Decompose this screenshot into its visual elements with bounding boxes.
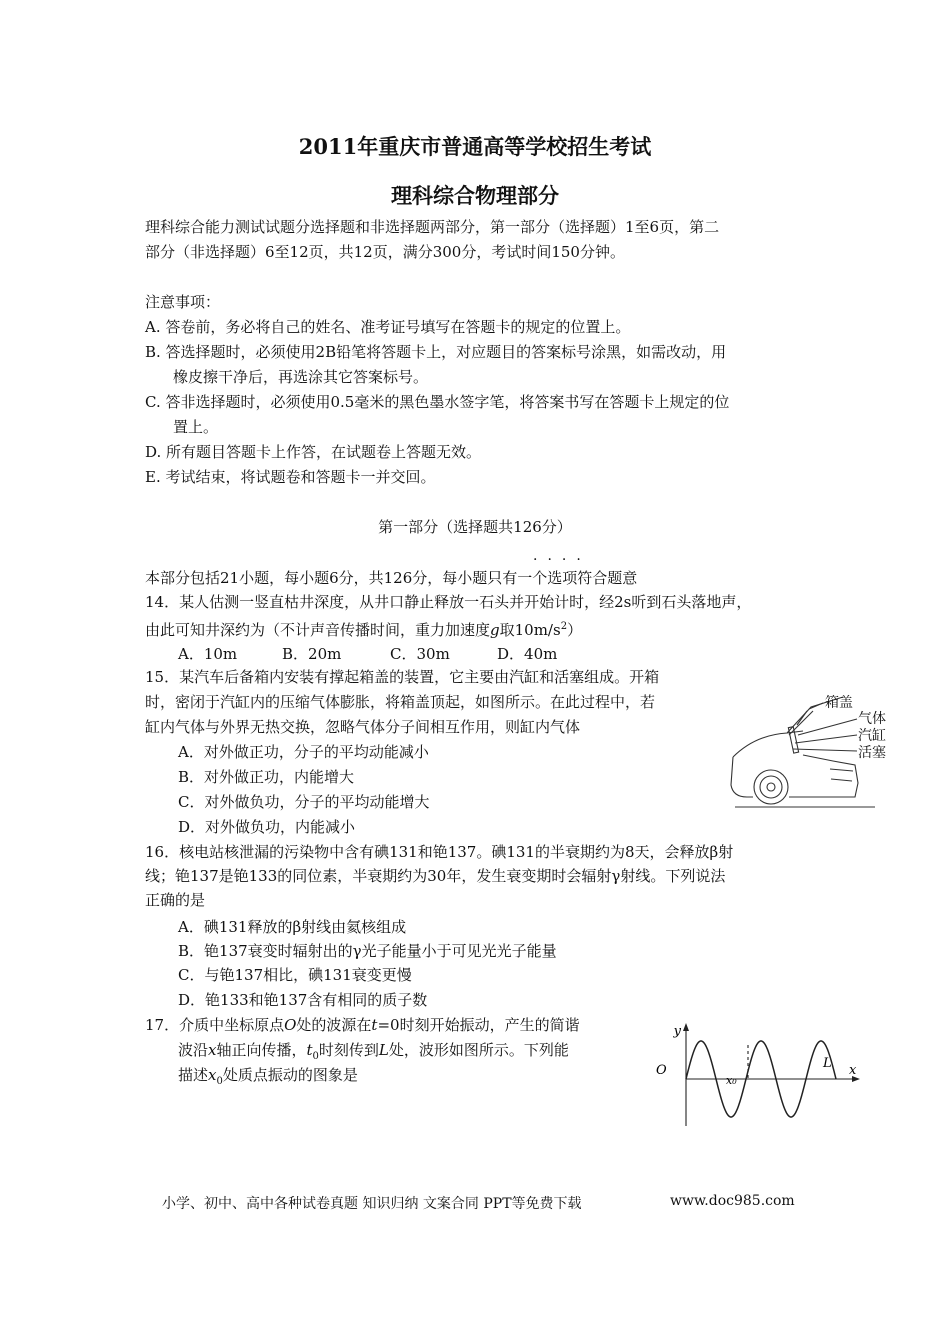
q14-option-d: D．40m <box>497 645 558 663</box>
q15-option-b: B．对外做正功，内能增大 <box>178 768 355 786</box>
notice-item-c: C. 答非选择题时，必须使用0.5毫米的黑色墨水签字笔，将答案书写在答题卡上规定的位 <box>145 393 730 411</box>
q15-line-3: 缸内气体与外界无热交换，忽略气体分子间相互作用，则缸内气体 <box>145 718 581 736</box>
q16-line-2: 线；铯137是铯133的同位素，半衰期约为30年，发生衰变期时会辐射γ射线。下列说法 <box>145 867 726 885</box>
footer-text: 小学、初中、高中各种试卷真题 知识归纳 文案合同 PPT等免费下载 <box>162 1196 582 1212</box>
q16-option-a: A．碘131释放的β射线由氦核组成 <box>178 918 407 936</box>
wave-graph <box>650 1018 865 1130</box>
y-axis-label: y <box>673 1024 681 1039</box>
q16-option-c: C．与铯137相比，碘131衰变更慢 <box>178 966 412 984</box>
part1-instruction: 本部分包括21小题，每小题6分，共126分，每小题只有一个选项符合题意 <box>145 569 638 587</box>
intro-line-2: 部分（非选择题）6至12页，共12页，满分300分，考试时间150分钟。 <box>145 243 625 261</box>
y-axis-arrow <box>683 1023 689 1031</box>
notice-item-a: A. 答卷前，务必将自己的姓名、准考证号填写在答题卡的规定的位置上。 <box>145 318 631 336</box>
footer-url[interactable]: www.doc985.com <box>670 1193 795 1209</box>
q16-option-d: D．铯133和铯137含有相同的质子数 <box>178 991 428 1009</box>
part1-heading: 第一部分（选择题共126分） <box>378 518 572 536</box>
label-piston: 活塞 <box>858 745 886 761</box>
q16-option-b: B．铯137衰变时辐射出的γ光子能量小于可见光光子能量 <box>178 942 557 960</box>
q14-line-2: 由此可知井深约为（不计声音传播时间，重力加速度g取$10m/s^2$） <box>145 621 583 639</box>
q15-option-d: D．对外做负功，内能减小 <box>178 818 356 836</box>
notice-item-e: E. 考试结束，将试题卷和答题卡一并交回。 <box>145 468 436 486</box>
notice-item-c-cont: 置上。 <box>173 418 219 436</box>
q15-line-2: 时，密闭于汽缸内的压缩气体膨胀，将箱盖顶起，如图所示。在此过程中，若 <box>145 693 656 711</box>
x0-label: x₀ <box>726 1074 737 1087</box>
q15-option-a: A．对外做正功，分子的平均动能减小 <box>178 743 429 761</box>
L-label: L <box>823 1056 832 1071</box>
notice-item-b: B. 答选择题时，必须使用2B铅笔将答题卡上，对应题目的答案标号涂黑，如需改动，用 <box>145 343 727 361</box>
emphasis-dots: ···· <box>533 552 591 568</box>
notice-item-d: D. 所有题目答题卡上作答，在试题卷上答题无效。 <box>145 443 482 461</box>
q16-line-1: 16．核电站核泄漏的污染物中含有碘131和铯137。碘131的半衰期约为8天，会释放β射 <box>145 843 734 861</box>
q17-line-3: 描述$x_0$处质点振动的图象是 <box>178 1066 358 1087</box>
car-trunk-figure <box>725 685 900 825</box>
q14-option-a: A．10m <box>178 645 238 663</box>
q14-option-c: C．30m <box>390 645 450 663</box>
page-title: 2011年重庆市普通高等学校招生考试 <box>298 134 652 159</box>
q14-option-b: B．20m <box>282 645 342 663</box>
q15-option-c: C．对外做负功，分子的平均动能增大 <box>178 793 430 811</box>
q17-line-2: 波沿x轴正向传播，$t_0$时刻传到L处，波形如图所示。下列能 <box>178 1041 569 1062</box>
label-gas: 气体 <box>858 711 886 727</box>
notice-heading: 注意事项： <box>145 293 221 311</box>
q16-line-3: 正确的是 <box>145 891 206 909</box>
q15-line-1: 15．某汽车后备箱内安装有撑起箱盖的装置，它主要由汽缸和活塞组成。开箱 <box>145 668 660 686</box>
label-lid: 箱盖 <box>825 695 853 711</box>
origin-label: O <box>656 1063 667 1078</box>
label-cylinder: 汽缸 <box>858 728 886 744</box>
intro-line-1: 理科综合能力测试试题分选择题和非选择题两部分，第一部分（选择题）1至6页，第二 <box>145 218 720 236</box>
notice-item-b-cont: 橡皮擦干净后，再选涂其它答案标号。 <box>173 368 429 386</box>
page-subtitle: 理科综合物理部分 <box>391 183 559 208</box>
q17-line-1: 17．介质中坐标原点O处的波源在t=0时刻开始振动，产生的简谐 <box>145 1016 580 1034</box>
q14-line-1: 14．某人估测一竖直枯井深度，从井口静止释放一石头并开始计时，经2s听到石头落地声， <box>145 593 752 611</box>
x-axis-label: x <box>849 1063 857 1078</box>
